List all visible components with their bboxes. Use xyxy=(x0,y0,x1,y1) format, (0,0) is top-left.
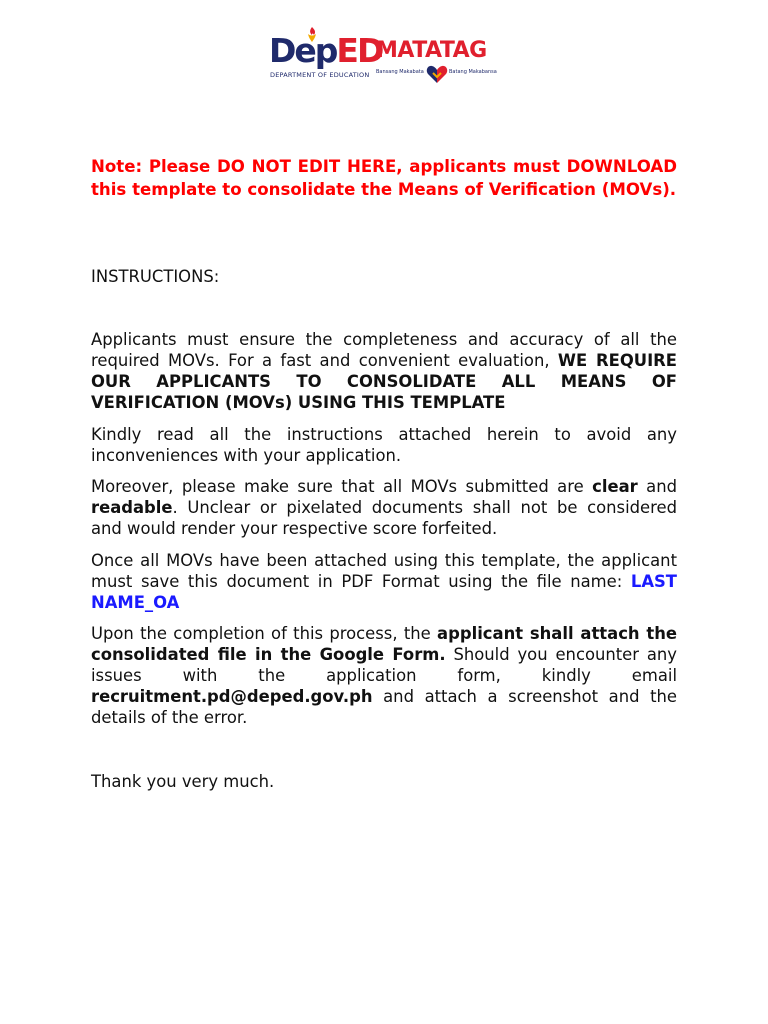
filename-format: LAST NAME_OA xyxy=(91,572,677,612)
matatag-tagline-right: Batang Makabansa xyxy=(449,69,497,75)
save-pdf-paragraph: Once all MOVs have been attached using this template, the applicant must save this document in PDF Format using the file name: LAST NAME_OA xyxy=(91,551,677,612)
edit-warning-note: Note: Please DO NOT EDIT HERE, applicants must DOWNLOAD this template to consolidate the Means of Verification (MOVs). xyxy=(91,157,677,199)
read-instructions-paragraph: Kindly read all the instructions attached herein to avoid any inconveniences with your application. xyxy=(91,425,677,465)
clear-emphasis: clear xyxy=(592,477,638,496)
matatag-tagline-left: Bansang Makabata xyxy=(376,69,424,75)
heart-icon xyxy=(426,64,448,84)
readable-emphasis: readable xyxy=(91,498,173,517)
submission-paragraph: Upon the completion of this process, the applicant shall attach the consolidated file in the Google Form. Should you encounter any issues with the application form, kindly email recruitment.pd@deped.gov.ph and attach a screenshot and the details of the error. xyxy=(91,624,677,727)
instructions-heading: INSTRUCTIONS: xyxy=(91,267,220,286)
matatag-wordmark: MATATAG xyxy=(376,38,487,63)
clarity-paragraph: Moreover, please make sure that all MOVs submitted are clear and readable. Unclear or pixelated documents shall not be considered and would render your respective score forfeited. xyxy=(91,477,678,538)
matatag-logo xyxy=(376,40,508,92)
support-email: recruitment.pd@deped.gov.ph xyxy=(91,687,373,706)
header-logos xyxy=(268,26,508,92)
consolidate-requirement: WE REQUIRE OUR APPLICANTS TO CONSOLIDATE ALL MEANS OF VERIFICATION (MOVs) USING THIS TEMPLATE xyxy=(91,351,677,412)
attach-instruction: applicant shall attach the consolidated file in the Google Form. xyxy=(91,624,677,664)
closing-line: Thank you very much. xyxy=(91,772,275,791)
completeness-paragraph: Applicants must ensure the completeness and accuracy of all the required MOVs. For a fast and convenient evaluation, WE REQUIRE OUR APPLICANTS TO CONSOLIDATE ALL MEANS OF VERIFICATION (MOVs) USING THIS TEMPLATE xyxy=(91,330,677,412)
deped-logo xyxy=(268,26,383,86)
deped-subtitle: DEPARTMENT OF EDUCATION xyxy=(270,71,370,79)
deped-wordmark: DepED xyxy=(269,31,383,70)
